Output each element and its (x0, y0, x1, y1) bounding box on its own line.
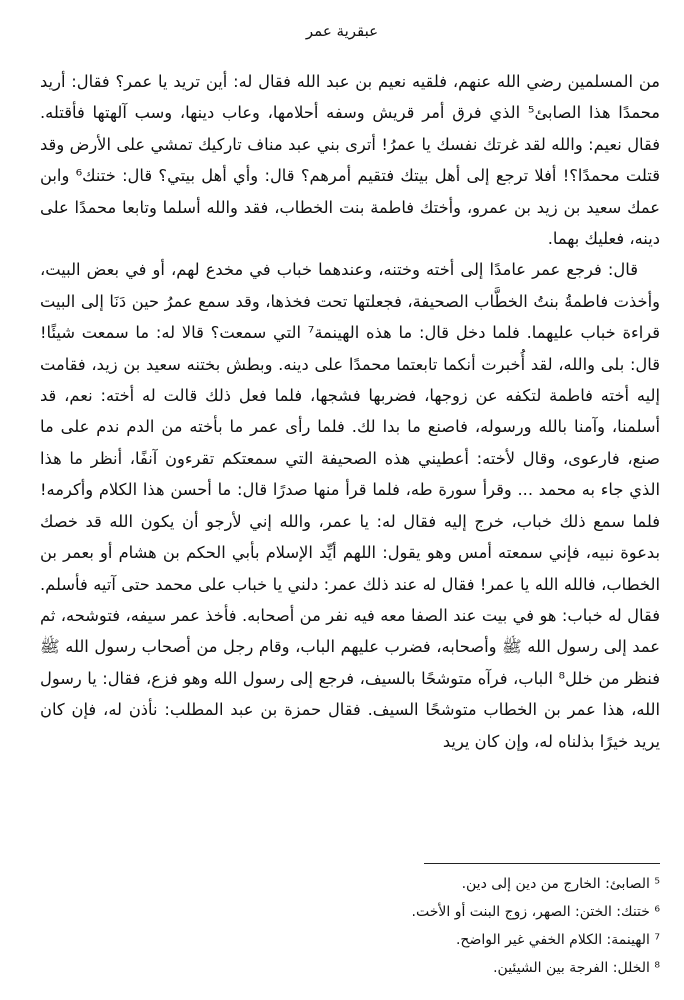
footnote: ⁶ ختنك: الختن: الصهر، زوج البنت أو الأخت. (411, 904, 660, 920)
footnote: ⁷ الهينمة: الكلام الخفي غير الواضح. (455, 932, 660, 948)
paragraph: من المسلمين رضي الله عنهم، فلقيه نعيم بن عبد الله فقال له: أين تريد يا عمر؟ فقال: أريد محمدًا هذا الصابئ⁵ الذي فرق أمر قريش وسفه أحلامها، وعاب دينها، وسب آلهتها فأقتله. فقال نعيم: والله لقد غرتك نفسك يا عمرُ! أترى بني عبد مناف تاركيك تمشي على الأرض وقد قتلت محمدًا؟! أفلا ترجع إلى أهل بيتك فتقيم أمرهم؟ قال: وأي أهل بيتي؟ قال: ختنك⁶ وابن عمك سعيد بن زيد بن عمرو، وأختك فاطمة بنت الخطاب، فقد والله أسلما وتابعا محمدًا على دينه، فعليك بهما. (40, 72, 661, 249)
footnotes (40, 870, 660, 982)
body-text (40, 66, 660, 757)
running-header-title: عبقرية عمر (305, 22, 379, 40)
footnote: ⁵ الصابئ: الخارج من دين إلى دين. (461, 876, 660, 892)
paragraph: قال: فرجع عمر عامدًا إلى أخته وختنه، وعندهما خباب في مخدع لهم، أو في بعض البيت، وأخذت فاطمةُ بنتُ الخطَّاب الصحيفة، فجعلتها تحت فخذها، وقد سمع عمرُ حين دَنَا إلى البيت قراءة خباب عليهما. فلما دخل قال: ما هذه الهينمة⁷ التي سمعت؟ قالا له: ما سمعت شيئًا! قال: بلى والله، لقد أُخبرت أنكما تابعتما محمدًا على دينه. وبطش بختنه سعيد بن زيد، فقامت إليه أخته فاطمة لتكفه عن زوجها، فضربها فشجها، فلما فعل ذلك قالت له أخته: نعم، قد أسلمنا، وآمنا بالله ورسوله، فاصنع ما بدا لك. فلما رأى عمر ما بأخته من الدم ندم على ما صنع، فارعوى، وقال لأخته: أعطيني هذه الصحيفة التي سمعتكم تقرءون آنفًا، أنظر ما هذا الذي جاء به محمد ... وقرأ سورة طه، فلما قرأ منها صدرًا قال: ما أحسن هذا الكلام وأكرمه! فلما سمع ذلك خباب، خرج إليه فقال له: يا عمر، والله إني لأرجو أن يكون الله قد خصك بدعوة نبيه، فإني سمعته أمس وهو يقول: اللهم أيِّد الإسلام بأبي الحكم بن هشام أو بعمر بن الخطاب، فالله الله يا عمر! فقال له عند ذلك عمر: دلني يا خباب على محمد حتى آتيه فأسلم. فقال له خباب: هو في بيت عند الصفا معه فيه نفر من أصحابه. فأخذ عمر سيفه، فتوشحه، ثم عمد إلى رسول الله ﷺ وأصحابه، فضرب عليهم الباب، وقام رجل من أصحاب رسول الله ﷺ فنظر من خلل⁸ الباب، فرآه متوشحًا بالسيف، فرجع إلى رسول الله وهو فزع، فقال: يا رسول الله، هذا عمر بن الخطاب متوشحًا السيف. فقال حمزة بن عبد المطلب: نأذن له، فإن كان يريد خيرًا بذلناه له، وإن كان يريد (40, 260, 660, 751)
footnote: ⁸ الخلل: الفرجة بين الشيئين. (493, 960, 660, 976)
footnote-divider (424, 863, 660, 864)
